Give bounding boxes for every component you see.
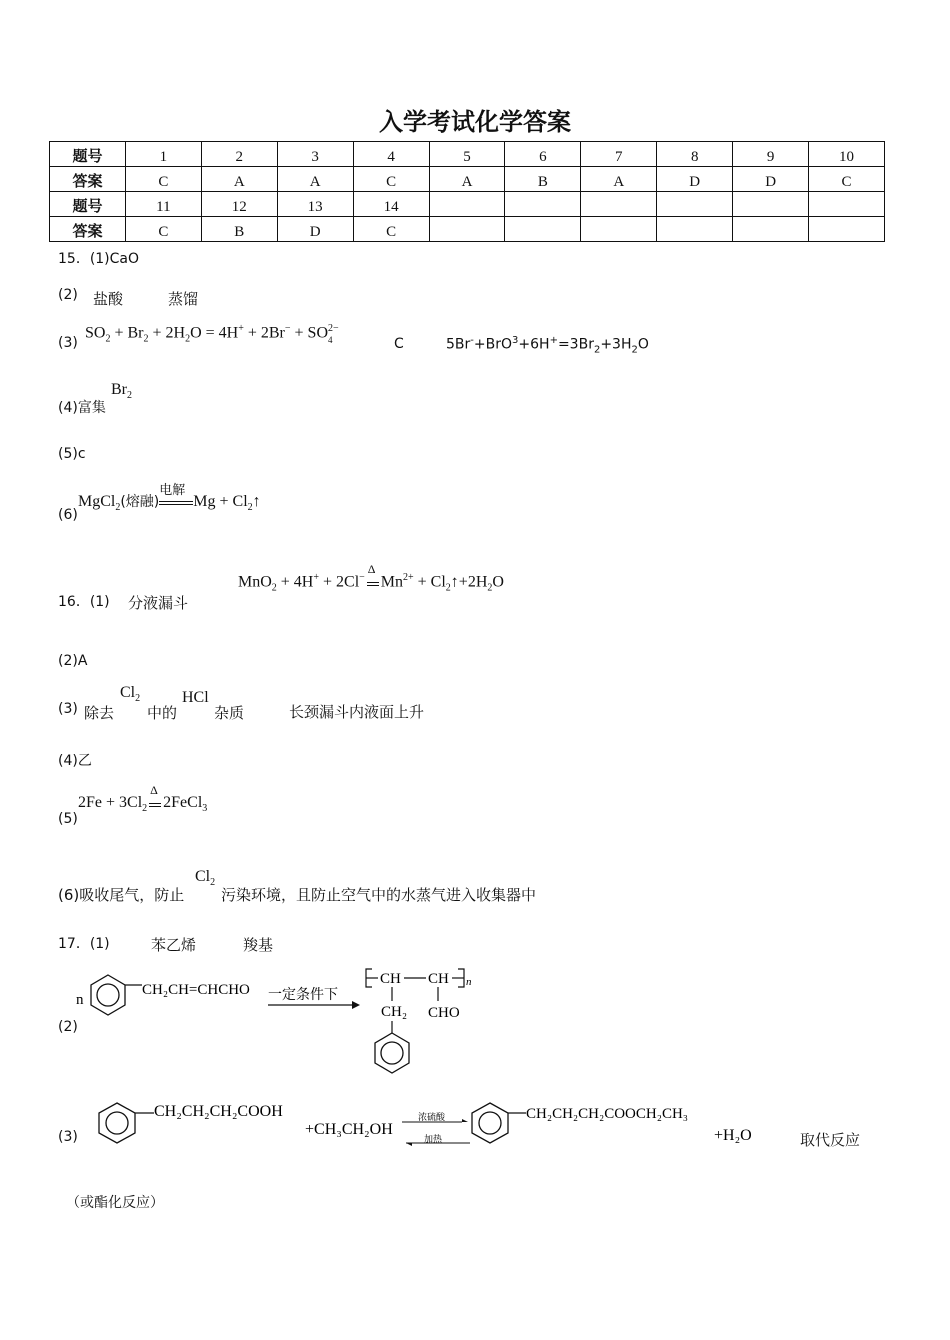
table-cell: 1 (125, 142, 201, 167)
table-cell: A (201, 167, 277, 192)
q16-part6-b: 污染环境，且防止空气中的水蒸气进入收集器中 (221, 886, 537, 904)
coefficient-n: n (76, 992, 84, 1008)
reaction-condition: 一定条件下 (268, 987, 338, 1003)
q15-part3-choice: C (394, 336, 404, 352)
table-cell (505, 217, 581, 242)
benzene-ring-icon (375, 1033, 409, 1073)
q15-part6-label: (6) (58, 507, 78, 523)
q15-part6-equation: MgCl$_2$(熔融) 电解 $Mg + Cl_2↑$ (78, 483, 261, 514)
condition-bottom: 加热 (424, 1135, 443, 1145)
q15-part4-label: (4)富集 (58, 400, 106, 416)
page-title: 入学考试化学答案 (379, 107, 571, 136)
q16-part6-cl2: $Cl_2$ (195, 868, 216, 889)
table-cell: A (277, 167, 353, 192)
q16-part5-label: (5) (58, 811, 78, 827)
q15-part2-label: (2) (58, 287, 78, 303)
table-cell: C (809, 167, 885, 192)
table-cell: A (429, 167, 505, 192)
q15-part3-equation2: $5Br^-+BrO^3+6H^+=3Br_2+3H_2O$ (446, 335, 649, 356)
table-cell: 6 (505, 142, 581, 167)
reactant-chain: CH₂CH₂CH₂COOH (154, 1103, 283, 1120)
q17-part3-reaction-type: 取代反应 (800, 1131, 861, 1149)
water: +H₂O (714, 1127, 752, 1144)
polymer-ch-1: CH (380, 971, 401, 987)
q15-part3-label: (3) (58, 335, 78, 351)
q17-part1-a: 苯乙烯 (151, 936, 197, 954)
table-cell: 10 (809, 142, 885, 167)
table-row (50, 217, 885, 242)
table-cell: 7 (581, 142, 657, 167)
q17-part3-label: (3) (58, 1129, 78, 1145)
q17-part1-b: 羧基 (243, 936, 274, 954)
polymer-cho: CHO (428, 1005, 460, 1021)
table-row (50, 167, 885, 192)
table-cell: D (657, 167, 733, 192)
table-cell (657, 192, 733, 217)
q17-part3-alt: （或酯化反应） (66, 1195, 164, 1211)
table-cell: A (581, 167, 657, 192)
q16-part3-cl2: $Cl_2$ (120, 684, 141, 705)
q15-part2-answer-b: 蒸馏 (168, 290, 199, 308)
row-header: 答案 (50, 167, 126, 192)
table-cell: D (277, 217, 353, 242)
table-cell (809, 192, 885, 217)
q16-part2: (2)A (58, 653, 88, 669)
table-cell: C (125, 217, 201, 242)
table-cell (429, 217, 505, 242)
q17-part2-label: (2) (58, 1019, 78, 1035)
q17-part3-reaction (90, 1095, 890, 1160)
answer-table (49, 141, 885, 242)
table-cell: C (353, 217, 429, 242)
table-cell: C (353, 167, 429, 192)
table-cell: B (505, 167, 581, 192)
q16-part3-d: 长颈漏斗内液面上升 (289, 703, 425, 721)
q15-part3-equation: $SO_2 + Br_2 + 2H_2O = 4H^+ + 2Br^- + SO^{2- 4}$ (85, 323, 339, 345)
q16-part3-c: 杂质 (214, 704, 245, 722)
product-chain: CH₂CH₂CH₂COOCH₂CH₃ (526, 1106, 689, 1122)
q16-equation: MnO$_2$ + 4H+ + 2Cl− Δ $Mn^{2+}$ + $Cl_2↑+2H_2O$ (238, 562, 504, 594)
table-cell: B (201, 217, 277, 242)
table-cell (581, 217, 657, 242)
table-cell: 9 (733, 142, 809, 167)
polymer-ch2: CH₂ (381, 1004, 408, 1020)
q17-part2-reaction (70, 955, 510, 1085)
q15-part4-br2: $Br_2$ (111, 381, 132, 402)
polymer-ch-2: CH (428, 971, 449, 987)
benzene-ring-icon (472, 1103, 508, 1143)
condition-top: 浓硫酸 (418, 1113, 446, 1123)
table-cell (429, 192, 505, 217)
table-cell (733, 217, 809, 242)
table-row (50, 192, 885, 217)
row-header: 题号 (50, 192, 126, 217)
benzene-ring-icon (99, 1103, 135, 1143)
q16-part1-label: 16．(1) (58, 594, 110, 610)
table-cell: 11 (125, 192, 201, 217)
q16-part3-a: 除去 (84, 704, 115, 722)
table-cell: 12 (201, 192, 277, 217)
row-header: 题号 (50, 142, 126, 167)
q16-part4: (4)乙 (58, 753, 92, 769)
table-cell: C (125, 167, 201, 192)
table-cell: 2 (201, 142, 277, 167)
table-cell: 4 (353, 142, 429, 167)
table-row (50, 142, 885, 167)
table-cell (733, 192, 809, 217)
q15-part5: (5)c (58, 446, 86, 462)
ethanol: +CH₃CH₂OH (305, 1121, 393, 1138)
polymer-n: n (466, 976, 472, 988)
table-cell (505, 192, 581, 217)
q15-part1: 15．(1)CaO (58, 251, 140, 267)
q16-part6-a: (6)吸收尾气，防止 (58, 886, 185, 904)
q16-part3-hcl: HCl (182, 689, 209, 706)
table-cell: 5 (429, 142, 505, 167)
q16-part3-label: (3) (58, 701, 78, 717)
table-cell: 3 (277, 142, 353, 167)
table-cell: 14 (353, 192, 429, 217)
table-cell: D (733, 167, 809, 192)
table-cell (581, 192, 657, 217)
table-cell (809, 217, 885, 242)
q15-part2-answer-a: 盐酸 (93, 290, 124, 308)
q17-part1-label: 17．(1) (58, 936, 110, 952)
q16-part1-answer: 分液漏斗 (128, 594, 189, 612)
table-cell (657, 217, 733, 242)
q16-part3-b: 中的 (147, 704, 178, 722)
benzene-ring-icon (91, 975, 125, 1015)
table-cell: 8 (657, 142, 733, 167)
row-header: 答案 (50, 217, 126, 242)
substituent-label: CH₂CH=CHCHO (142, 982, 250, 998)
q16-part5-equation: $2Fe + 3Cl_2$ Δ 2FeCl$_3$ (78, 783, 208, 815)
table-cell: 13 (277, 192, 353, 217)
